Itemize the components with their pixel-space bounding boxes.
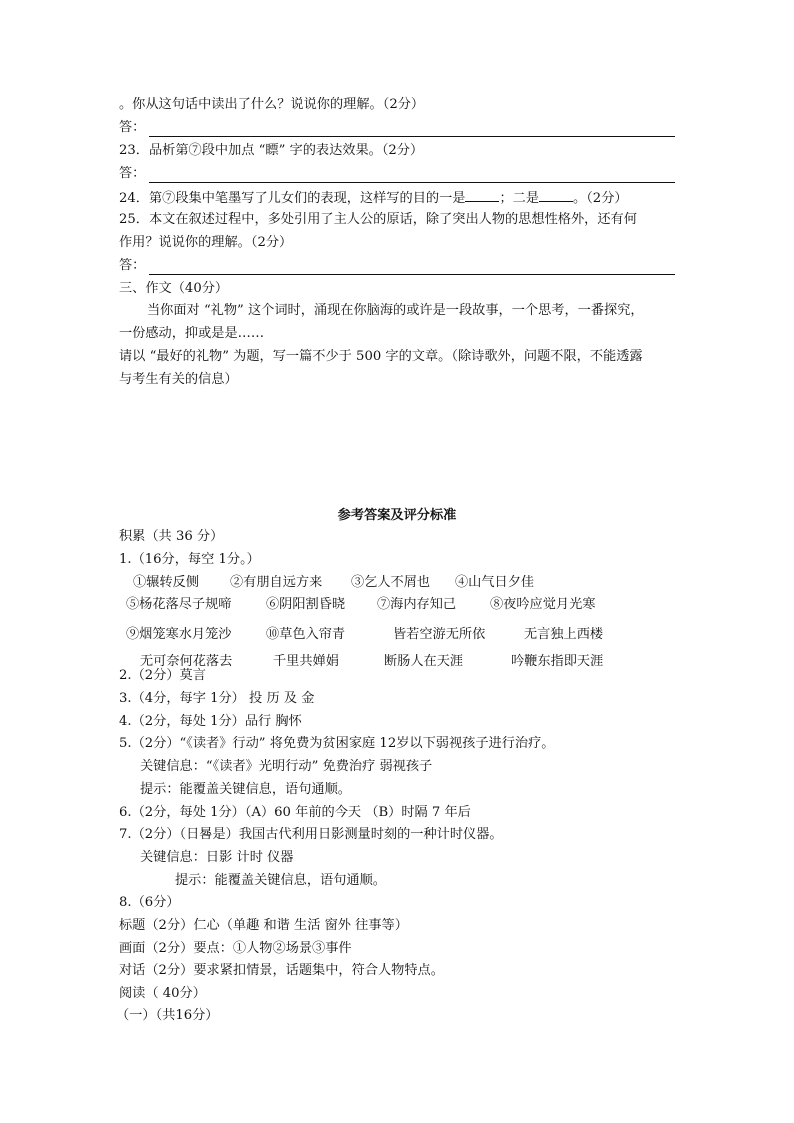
answer-8-picture: 画面（2分）要点：①人物②场景③事件 bbox=[119, 941, 352, 956]
question-24 bbox=[119, 188, 628, 208]
answer-2: 2.（2分）莫言 bbox=[119, 668, 206, 683]
answer-8: 8.（6分） bbox=[119, 895, 180, 910]
answer-rule[interactable] bbox=[149, 122, 675, 137]
poem-answer: ⑥阴阳割昏晓 bbox=[266, 597, 346, 612]
poem-answer: 皆若空游无所依 bbox=[393, 627, 486, 642]
poem-answer: 吟鞭东指即天涯 bbox=[511, 654, 604, 669]
question-22-tail: 。你从这句话中读出了什么？说说你的理解。（2分） bbox=[119, 97, 425, 112]
poem-answers-row-4 bbox=[140, 653, 700, 671]
question-23: 23．品析第⑦段中加点 “瞟” 字的表达效果。（2分） bbox=[119, 143, 424, 158]
essay-prompt-line3: 请以 “最好的礼物” 为题，写一篇不少于 500 字的文章。（除诗歌外，问题不限，不能透露 bbox=[119, 349, 643, 364]
essay-prompt-line1: 当你面对 “礼物” 这个词时，涌现在你脑海的或许是一段故事，一个思考，一番探究， bbox=[147, 303, 644, 318]
answer-8-title: 标题（2分）仁心（单趣 和谐 生活 窗外 往事等） bbox=[119, 918, 408, 933]
answer-rule[interactable] bbox=[149, 168, 675, 183]
answer-6: 6.（2分，每处 1分）（A）60 年前的今天 （B）时隔 7 年后 bbox=[119, 805, 471, 820]
answer-1-header: 1.（16分，每空 1分。） bbox=[119, 552, 260, 567]
question-25-line2: 作用？说说你的理解。（2分） bbox=[119, 235, 293, 250]
answer-line-25[interactable] bbox=[119, 257, 675, 275]
poem-answer: ④山气日夕佳 bbox=[455, 575, 535, 590]
answer-5: 5.（2分）“《读者》行动” 将免费为贫困家庭 12岁以下弱视孩子进行治疗。 bbox=[119, 736, 555, 751]
answer-4: 4.（2分，每处 1分）品行 胸怀 bbox=[119, 714, 302, 729]
essay-prompt-line4: 与考生有关的信息） bbox=[119, 372, 238, 387]
reading-heading: 阅读（ 40分） bbox=[119, 986, 206, 1001]
answer-line-23[interactable] bbox=[119, 165, 675, 183]
reading-section-1: （一）（共16分） bbox=[116, 1008, 219, 1023]
poem-answers-row-3 bbox=[126, 626, 686, 644]
poem-answer: 千里共婵娟 bbox=[273, 654, 339, 669]
poem-answer: ⑧夜吟应觉月光寒 bbox=[490, 597, 596, 612]
poem-answer: ⑨烟笼寒水月笼沙 bbox=[126, 627, 232, 642]
answer-key-title: 参考答案及评分标准 bbox=[337, 508, 457, 523]
poem-answer: ②有朋自远方来 bbox=[230, 575, 323, 590]
answer-7: 7.（2分）（日晷是）我国古代利用日影测量时刻的一种计时仪器。 bbox=[119, 827, 503, 842]
answer-5-hint: 提示：能覆盖关键信息，语句通顺。 bbox=[140, 782, 351, 797]
poem-answer: ③乞人不屑也 bbox=[351, 575, 431, 590]
answer-label: 答： bbox=[119, 120, 146, 135]
poem-answer: ⑤杨花落尽子规啼 bbox=[126, 597, 232, 612]
poem-answer: 无可奈何花落去 bbox=[140, 654, 233, 669]
question-24-part-b: ；二是 bbox=[499, 191, 540, 206]
answer-label: 答： bbox=[119, 258, 146, 273]
answer-7-key-info: 关键信息：日影 计时 仪器 bbox=[140, 850, 294, 865]
answer-3: 3.（4分，每字 1分） 投 历 及 金 bbox=[119, 691, 315, 706]
answer-8-dialog: 对话（2分）要求紧扣情景，话题集中，符合人物特点。 bbox=[119, 963, 444, 978]
question-24-part-c: 。（2分） bbox=[573, 191, 628, 206]
accumulate-heading: 积累（共 36 分） bbox=[119, 529, 224, 544]
answer-5-key-info: 关键信息：“《读者》光明行动” 免费治疗 弱视孩子 bbox=[140, 759, 433, 774]
poem-answer: ⑦海内存知己 bbox=[377, 597, 457, 612]
answer-line-22[interactable] bbox=[119, 119, 675, 137]
poem-answer: ①辗转反侧 bbox=[133, 575, 199, 590]
poem-answer: ⑩草色入帘青 bbox=[266, 627, 346, 642]
essay-prompt-line2: 一份感动，抑或是是…… bbox=[119, 326, 265, 341]
answer-7-hint: 提示：能覆盖关键信息，语句通顺。 bbox=[175, 873, 386, 888]
answer-label: 答： bbox=[119, 166, 146, 181]
poem-answers-row-1 bbox=[133, 574, 693, 592]
answer-rule[interactable] bbox=[149, 260, 675, 275]
poem-answer: 无言独上西楼 bbox=[524, 627, 604, 642]
poem-answer: 断肠人在天涯 bbox=[384, 654, 464, 669]
question-24-part-a: 24．第⑦段集中笔墨写了儿女们的表现，这样写的目的一是 bbox=[119, 191, 466, 206]
question-25-line1: 25．本文在叙述过程中，多处引用了主人公的原话，除了突出人物的思想性格外，还有何 bbox=[119, 212, 637, 227]
poem-answers-row-2 bbox=[126, 596, 686, 614]
fill-blank-1[interactable] bbox=[465, 188, 499, 202]
fill-blank-2[interactable] bbox=[539, 188, 573, 202]
section-3-heading: 三、作文（40分） bbox=[119, 281, 229, 296]
